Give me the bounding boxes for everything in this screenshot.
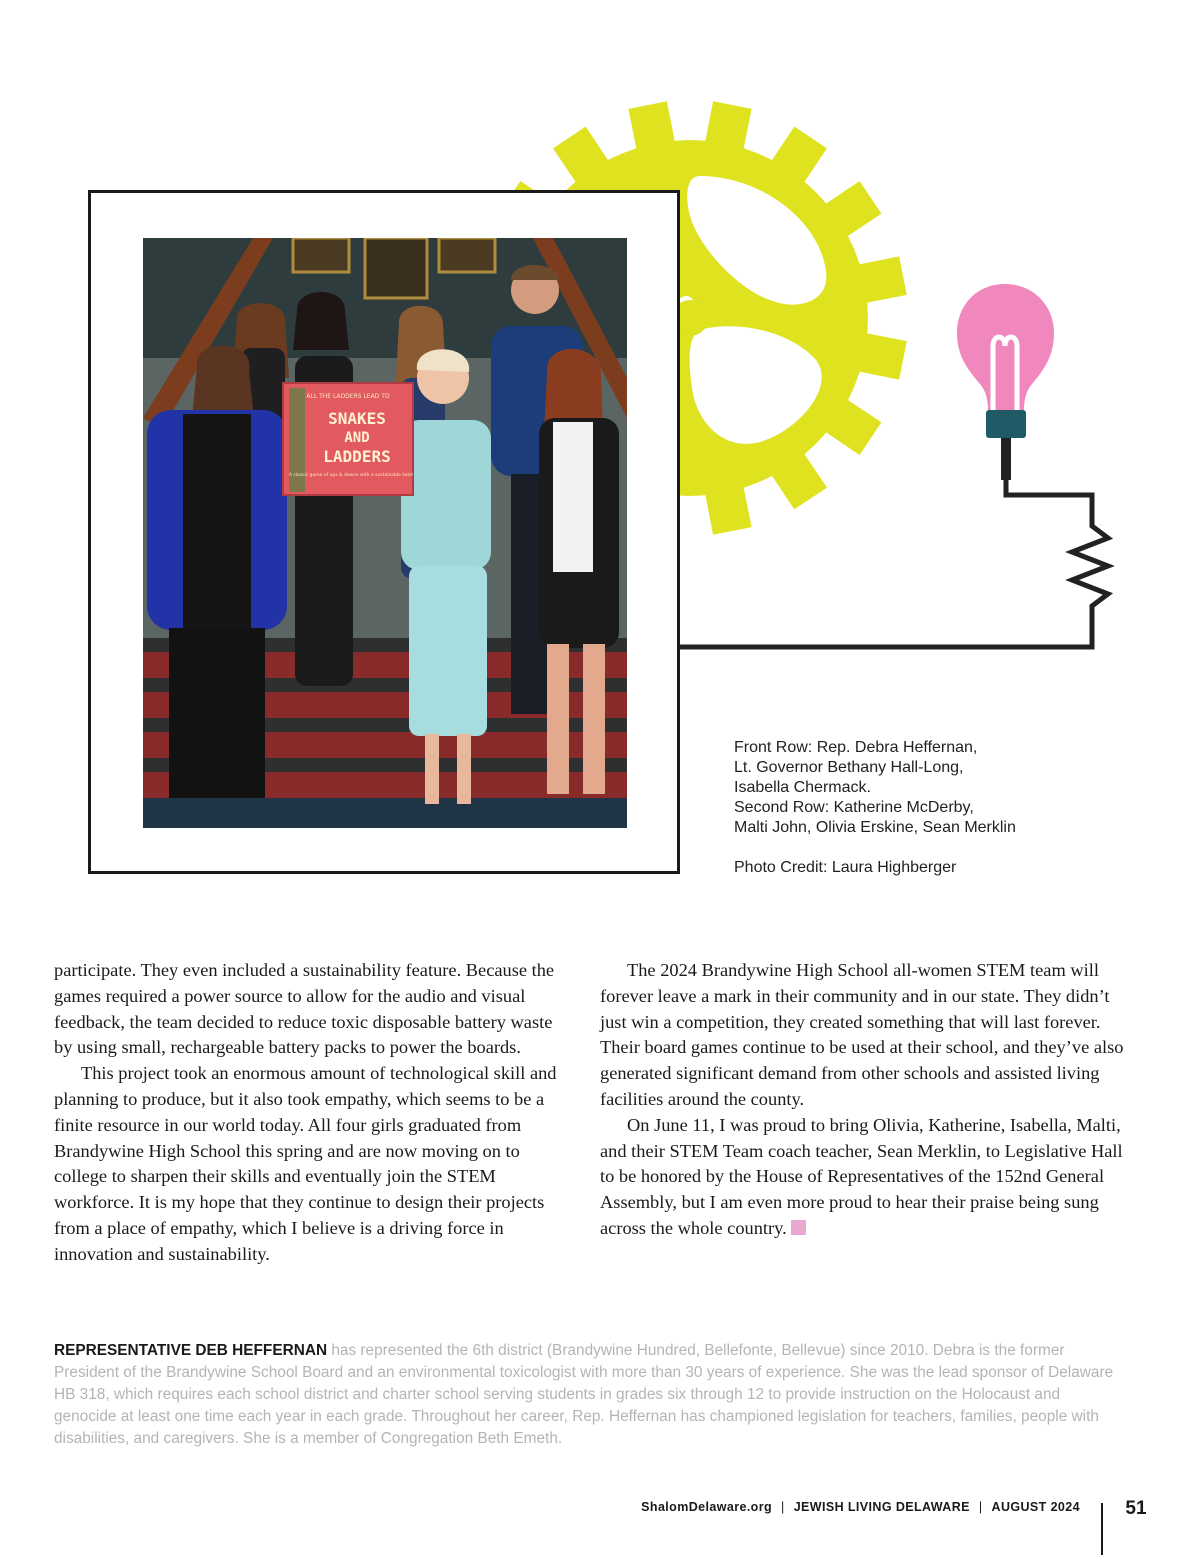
footer-separator: | xyxy=(978,1500,983,1514)
photo-frame xyxy=(88,190,680,874)
caption-line: Front Row: Rep. Debra Heffernan, xyxy=(734,739,978,756)
article-paragraph-text: On June 11, I was proud to bring Olivia, Katherine, Isabella, Malti, and their STEM Team coach teacher, Sean Merklin, to Legislative Hall to be honored by the House of Representatives of the 152nd General Assembly, but I am even more proud to hear their praise being sung across the whole country. xyxy=(600,1114,1123,1238)
footer-website-link[interactable]: ShalomDelaware.org xyxy=(641,1500,773,1514)
photo-caption xyxy=(734,738,1134,878)
footer-separator: | xyxy=(781,1500,785,1514)
team-photo-illustration xyxy=(143,238,627,828)
caption-line: Isabella Chermack. xyxy=(734,779,871,796)
article-column-right xyxy=(600,958,1124,1242)
author-name: REPRESENTATIVE DEB HEFFERNAN xyxy=(54,1342,328,1359)
box-small-title: ALL THE LADDERS LEAD TO xyxy=(306,393,390,400)
box-title-line-3: LADDERS xyxy=(323,447,391,466)
box-subtitle: A classic game of ups & downs with a sustainable twist xyxy=(288,473,414,478)
end-of-article-mark xyxy=(791,1220,806,1235)
snakes-and-ladders-box xyxy=(283,383,413,495)
footer-divider xyxy=(1101,1503,1103,1555)
article-column-left xyxy=(54,958,568,1268)
author-bio-text: has represented the 6th district (Brandywine Hundred, Bellefonte, Bellevue) since 2010. Debra is the former President of the Brandywine School Board and an environmental toxicologist with more than 30 years of experience. She was the lead sponsor of Delaware HB 318, which requires each school district and charter school serving students in grades six through 12 to provide instruction on the Holocaust and genocide at least one time each year in each grade. Throughout her career, Rep. Heffernan has championed legislation for teachers, families, people with disabilities, and caregivers. She is a member of Congregation Beth Emeth. xyxy=(54,1342,1114,1447)
footer-publication: JEWISH LIVING DELAWARE xyxy=(793,1500,970,1514)
caption-line: Malti John, Olivia Erskine, Sean Merklin xyxy=(734,819,1016,836)
article-paragraph: The 2024 Brandywine High School all-women STEM team will forever leave a mark in their community and in our state. They didn’t just win a competition, they created something that will last forever. Their board games continue to be used at their school, and they’ve also generated significant demand from other schools and assisted living facilities around the county. xyxy=(600,960,1124,1109)
page-number: 51 xyxy=(1125,1498,1147,1519)
article-paragraph-final xyxy=(600,1113,1124,1242)
page-footer xyxy=(560,1500,1080,1514)
box-title-line-2: AND xyxy=(344,430,370,446)
light-bulb-icon xyxy=(957,284,1054,480)
author-bio xyxy=(54,1340,1124,1450)
caption-line: Lt. Governor Bethany Hall-Long, xyxy=(734,759,964,776)
team-photo xyxy=(143,238,627,828)
photo-credit: Photo Credit: Laura Highberger xyxy=(734,859,957,876)
box-title-line-1: SNAKES xyxy=(328,409,386,428)
article-paragraph: This project took an enormous amount of technological skill and planning to produce, but it also took empathy, which seems to be a finite resource in our world today. All four girls graduated from Brandywine High School this spring and are now moving on to college to sharpen their skills and eventually join the STEM workforce. It is my hope that they continue to design their projects from a place of empathy, which I believe is a driving force in innovation and sustainability. xyxy=(54,1063,557,1264)
footer-issue: AUGUST 2024 xyxy=(991,1500,1080,1514)
article-paragraph: participate. They even included a sustainability feature. Because the games required a power source to allow for the audio and visual feedback, the team decided to reduce toxic disposable battery waste by using small, rechargeable battery packs to power the boards. xyxy=(54,960,555,1058)
caption-line: Second Row: Katherine McDerby, xyxy=(734,799,974,816)
